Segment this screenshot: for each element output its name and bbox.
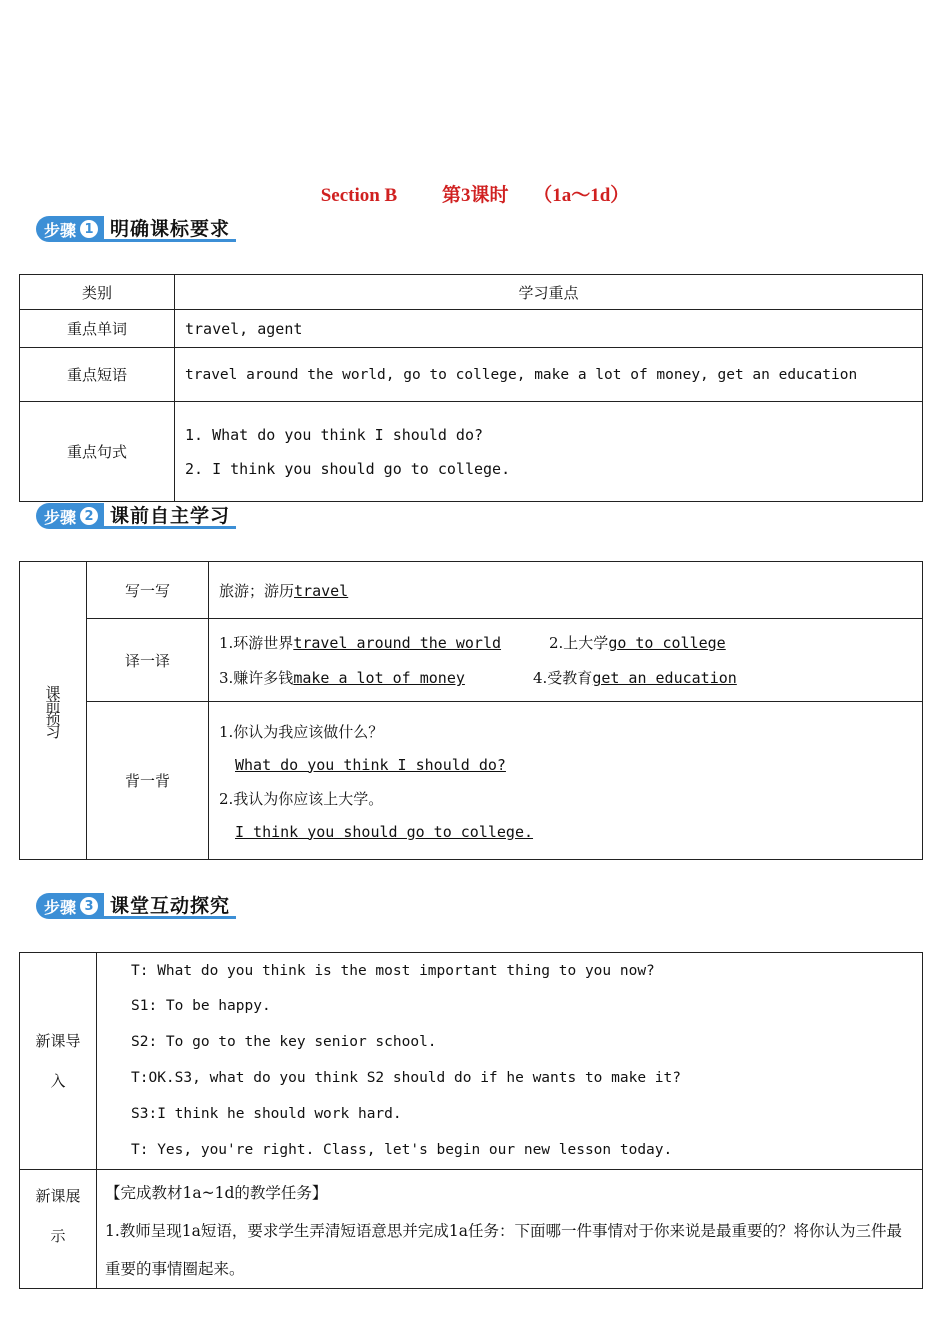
table-row xyxy=(20,562,923,619)
dialogue-line: S2: To go to the key senior school. xyxy=(131,1034,437,1051)
dialogue-line: T: What do you think is the most important thing to you now? xyxy=(131,962,655,979)
step1-title: 明确课标要求 xyxy=(104,216,236,242)
step1-number: 1 xyxy=(80,220,98,238)
translate-prompt: 3.赚许多钱 xyxy=(219,669,294,687)
show-text: 1.教师呈现1a短语，要求学生弄清短语意思并完成1a任务：下面哪一件事情对于你来说是最重要的？将你认为三件最重要的事情圈起来。 xyxy=(105,1222,902,1278)
step2-title: 课前自主学习 xyxy=(104,503,236,529)
side-label: 课前预习 xyxy=(20,562,87,860)
translate-answer: go to college xyxy=(608,634,726,652)
table-row xyxy=(20,402,923,502)
step3-tag: 步骤 3 xyxy=(36,893,104,919)
page-title xyxy=(0,180,950,207)
step1-tag: 步骤 1 xyxy=(36,216,104,242)
header-category: 类别 xyxy=(20,275,175,310)
table-row xyxy=(20,619,923,702)
table-row xyxy=(20,348,923,402)
recite-prompt: 1.你认为我应该做什么？ xyxy=(219,722,384,741)
dialogue-line: S3:I think he should work hard. xyxy=(131,1105,402,1122)
step2-banner xyxy=(36,503,236,529)
intro-dialogue xyxy=(97,953,923,1170)
translate-prompt: 1.环游世界 xyxy=(219,634,294,652)
dialogue-line: T: Yes, you're right. Class, let's begin our new lesson today. xyxy=(131,1141,673,1158)
intro-label: 新课导入 xyxy=(20,953,97,1170)
recite-label: 背一背 xyxy=(87,702,209,860)
table-row xyxy=(20,702,923,860)
table-row xyxy=(20,953,923,1170)
preview-table xyxy=(19,561,923,860)
step3-banner xyxy=(36,893,236,919)
translate-answer: get an education xyxy=(592,669,737,687)
step1-banner xyxy=(36,216,236,242)
title-range: （1a～1d） xyxy=(533,185,630,206)
table-row xyxy=(20,1170,923,1289)
sentence-line: 2. I think you should go to college. xyxy=(185,459,511,478)
recite-prompt: 2.我认为你应该上大学。 xyxy=(219,789,384,808)
row-content xyxy=(175,402,923,502)
step2-number: 2 xyxy=(80,507,98,525)
translate-answer: travel around the world xyxy=(293,634,502,652)
step3-number: 3 xyxy=(80,897,98,915)
header-focus: 学习重点 xyxy=(175,275,923,310)
title-section: Section B xyxy=(320,185,398,206)
translate-label: 译一译 xyxy=(87,619,209,702)
step2-tag: 步骤 2 xyxy=(36,503,104,529)
classroom-table xyxy=(19,952,923,1289)
write-prompt: 旅游；游历 xyxy=(219,581,295,600)
dialogue-line: T:OK.S3, what do you think S2 should do if he wants to make it? xyxy=(131,1070,681,1086)
row-label: 重点单词 xyxy=(20,310,175,348)
write-answer: travel xyxy=(294,581,349,600)
translate-answer: make a lot of money xyxy=(293,669,465,687)
requirements-table xyxy=(19,274,923,502)
recite-content xyxy=(209,702,923,860)
title-lesson: 第3课时 xyxy=(441,185,509,206)
translate-content xyxy=(209,619,923,702)
row-content: travel around the world, go to college, make a lot of money, get an education xyxy=(175,348,923,402)
table-row xyxy=(20,310,923,348)
table-row xyxy=(20,275,923,310)
step3-title: 课堂互动探究 xyxy=(104,893,236,919)
show-heading: 【完成教材1a~1d的教学任务】 xyxy=(105,1184,328,1202)
row-label: 重点短语 xyxy=(20,348,175,402)
show-label: 新课展示 xyxy=(20,1170,97,1289)
show-content xyxy=(97,1170,923,1289)
write-label: 写一写 xyxy=(87,562,209,619)
translate-prompt: 2.上大学 xyxy=(549,634,609,652)
write-content xyxy=(209,562,923,619)
dialogue-line: S1: To be happy. xyxy=(131,998,271,1015)
row-content: travel, agent xyxy=(175,310,923,348)
row-label: 重点句式 xyxy=(20,402,175,502)
sentence-line: 1. What do you think I should do? xyxy=(185,425,484,444)
recite-answer: What do you think I should do? xyxy=(235,755,506,774)
recite-answer: I think you should go to college. xyxy=(235,822,534,841)
translate-prompt: 4.受教育 xyxy=(533,669,593,687)
